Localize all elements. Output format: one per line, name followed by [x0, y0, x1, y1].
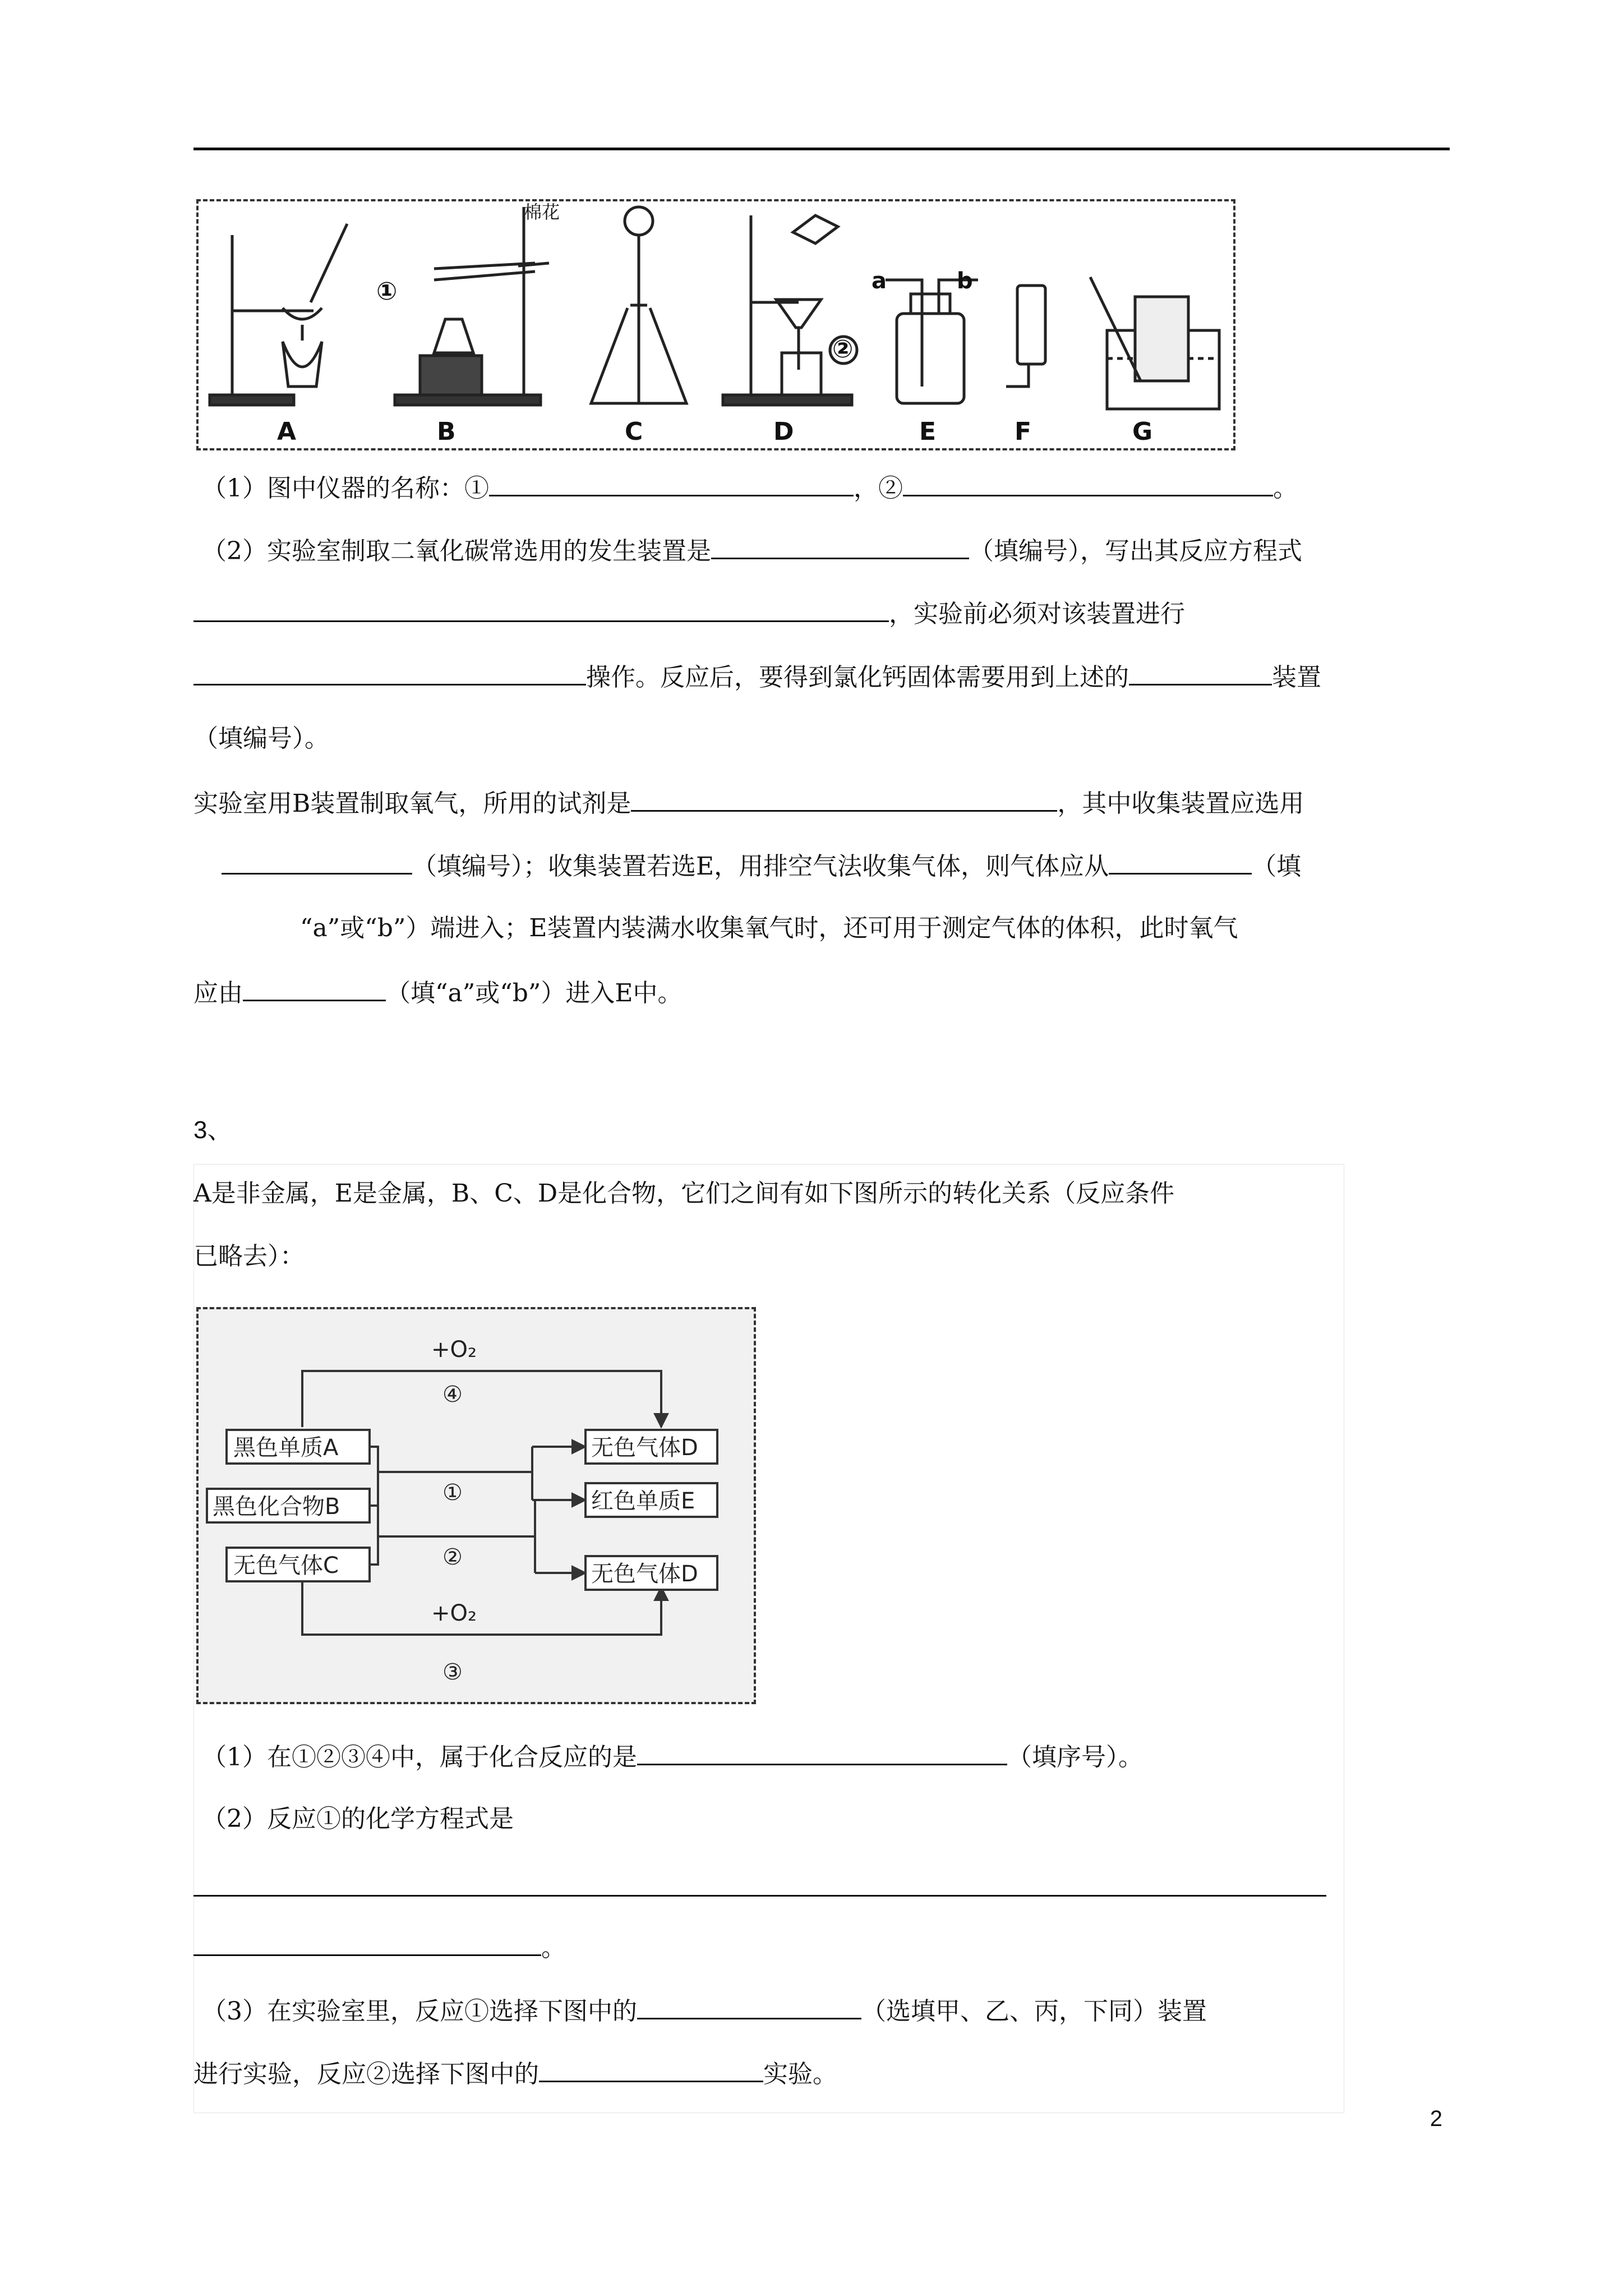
box-colorless-gas-d-bottom: 无色气体D	[591, 1561, 698, 1587]
q3-sub2: （2）反应①的化学方程式是	[202, 1805, 514, 1833]
blank-reagent[interactable]	[631, 785, 1057, 812]
label-plus-o2-bottom: +O₂	[431, 1600, 477, 1626]
label-b: B	[437, 417, 456, 446]
box-colorless-gas-d-top: 无色气体D	[591, 1435, 698, 1461]
q3-sub4: 进行实验，反应②选择下图中的 实验。	[193, 2056, 837, 2091]
q2-line9: 应由 （填“a”或“b”）进入E中。	[193, 975, 683, 1010]
blank-cacl2-apparatus[interactable]	[1129, 659, 1272, 685]
label-cotton: 棉花	[524, 201, 560, 223]
transformation-drawing	[199, 1309, 754, 1702]
blank-equation[interactable]	[193, 596, 889, 622]
apparatus-e	[886, 280, 978, 403]
label-d: D	[773, 417, 794, 446]
q2-line2: （2）实验室制取二氧化碳常选用的发生装置是 （填编号），写出其反应方程式	[202, 533, 1302, 568]
apparatus-f	[1006, 286, 1045, 386]
q3-number: 3、	[193, 1116, 232, 1144]
blank-oxygen-inlet[interactable]	[243, 975, 386, 1001]
blank-operation[interactable]	[193, 659, 586, 685]
box-black-element-a: 黑色单质A	[233, 1435, 339, 1461]
label-plus-o2-top: +O₂	[431, 1337, 477, 1363]
blank-combination-reactions[interactable]	[637, 1739, 1007, 1765]
header-rule	[193, 148, 1450, 150]
blank-instrument-2[interactable]	[903, 470, 1273, 496]
label-reaction-2: ②	[442, 1544, 463, 1570]
label-c: C	[625, 417, 643, 446]
q2-line1: （1）图中仪器的名称：① ，② 。	[202, 470, 1298, 505]
blank-reaction1-apparatus[interactable]	[637, 1993, 861, 2019]
q2-line3: ，实验前必须对该装置进行	[193, 596, 1185, 631]
label-a: A	[277, 417, 297, 446]
q2-line4: 操作。反应后，要得到氯化钙固体需要用到上述的 装置	[193, 659, 1321, 694]
apparatus-g	[1090, 277, 1219, 409]
q3-intro-line1: A是非金属，E是金属，B、C、D是化合物，它们之间有如下图所示的转化关系（反应条件	[193, 1179, 1175, 1208]
q2-line6: 实验室用B装置制取氧气，所用的试剂是 ，其中收集装置应选用	[193, 785, 1304, 821]
q2-line5: （填编号）。	[193, 724, 329, 753]
blank-collect-apparatus[interactable]	[222, 848, 412, 875]
apparatus-b	[395, 207, 549, 405]
blank-gas-inlet[interactable]	[1109, 848, 1252, 875]
q3-sub1: （1）在①②③④中，属于化合反应的是 （填序号）。	[202, 1739, 1143, 1774]
page-number: 2	[1430, 2106, 1442, 2131]
label-reaction-4: ④	[442, 1382, 463, 1407]
box-red-element-e: 红色单质E	[591, 1488, 695, 1514]
label-g: G	[1132, 417, 1153, 446]
blank-equation-line2[interactable]	[193, 1930, 541, 1956]
apparatus-c	[591, 207, 686, 403]
label-mark-1: ①	[376, 277, 398, 306]
q3-sub2-end: 。	[193, 1930, 566, 1965]
apparatus-figure	[196, 199, 1235, 450]
blank-instrument-1[interactable]	[489, 470, 854, 496]
blank-equation-line1[interactable]	[193, 1895, 1326, 1897]
label-port-b: b	[957, 268, 973, 294]
label-f: F	[1015, 417, 1032, 446]
label-reaction-1: ①	[442, 1480, 463, 1506]
q2-line8: “a”或“b”）端进入；E装置内装满水收集氧气时，还可用于测定气体的体积，此时氧气	[300, 914, 1238, 942]
apparatus-a	[210, 224, 347, 405]
transformation-diagram	[196, 1307, 756, 1704]
label-port-a: a	[872, 268, 887, 294]
q3-sub3: （3）在实验室里，反应①选择下图中的 （选填甲、乙、丙，下同）装置	[202, 1993, 1207, 2028]
blank-reaction2-apparatus[interactable]	[539, 2056, 763, 2082]
blank-co2-apparatus[interactable]	[711, 533, 969, 559]
q3-intro-line2: 已略去）：	[193, 1242, 305, 1271]
label-mark-2: ②	[832, 335, 854, 364]
apparatus-drawing	[199, 201, 1233, 448]
apparatus-d	[723, 215, 857, 405]
label-e: E	[919, 417, 937, 446]
label-reaction-3: ③	[442, 1659, 463, 1685]
box-black-compound-b: 黑色化合物B	[213, 1494, 340, 1520]
q2-line7: （填编号）；收集装置若选E，用排空气法收集气体，则气体应从 （填	[222, 848, 1301, 884]
box-colorless-gas-c: 无色气体C	[233, 1553, 339, 1579]
